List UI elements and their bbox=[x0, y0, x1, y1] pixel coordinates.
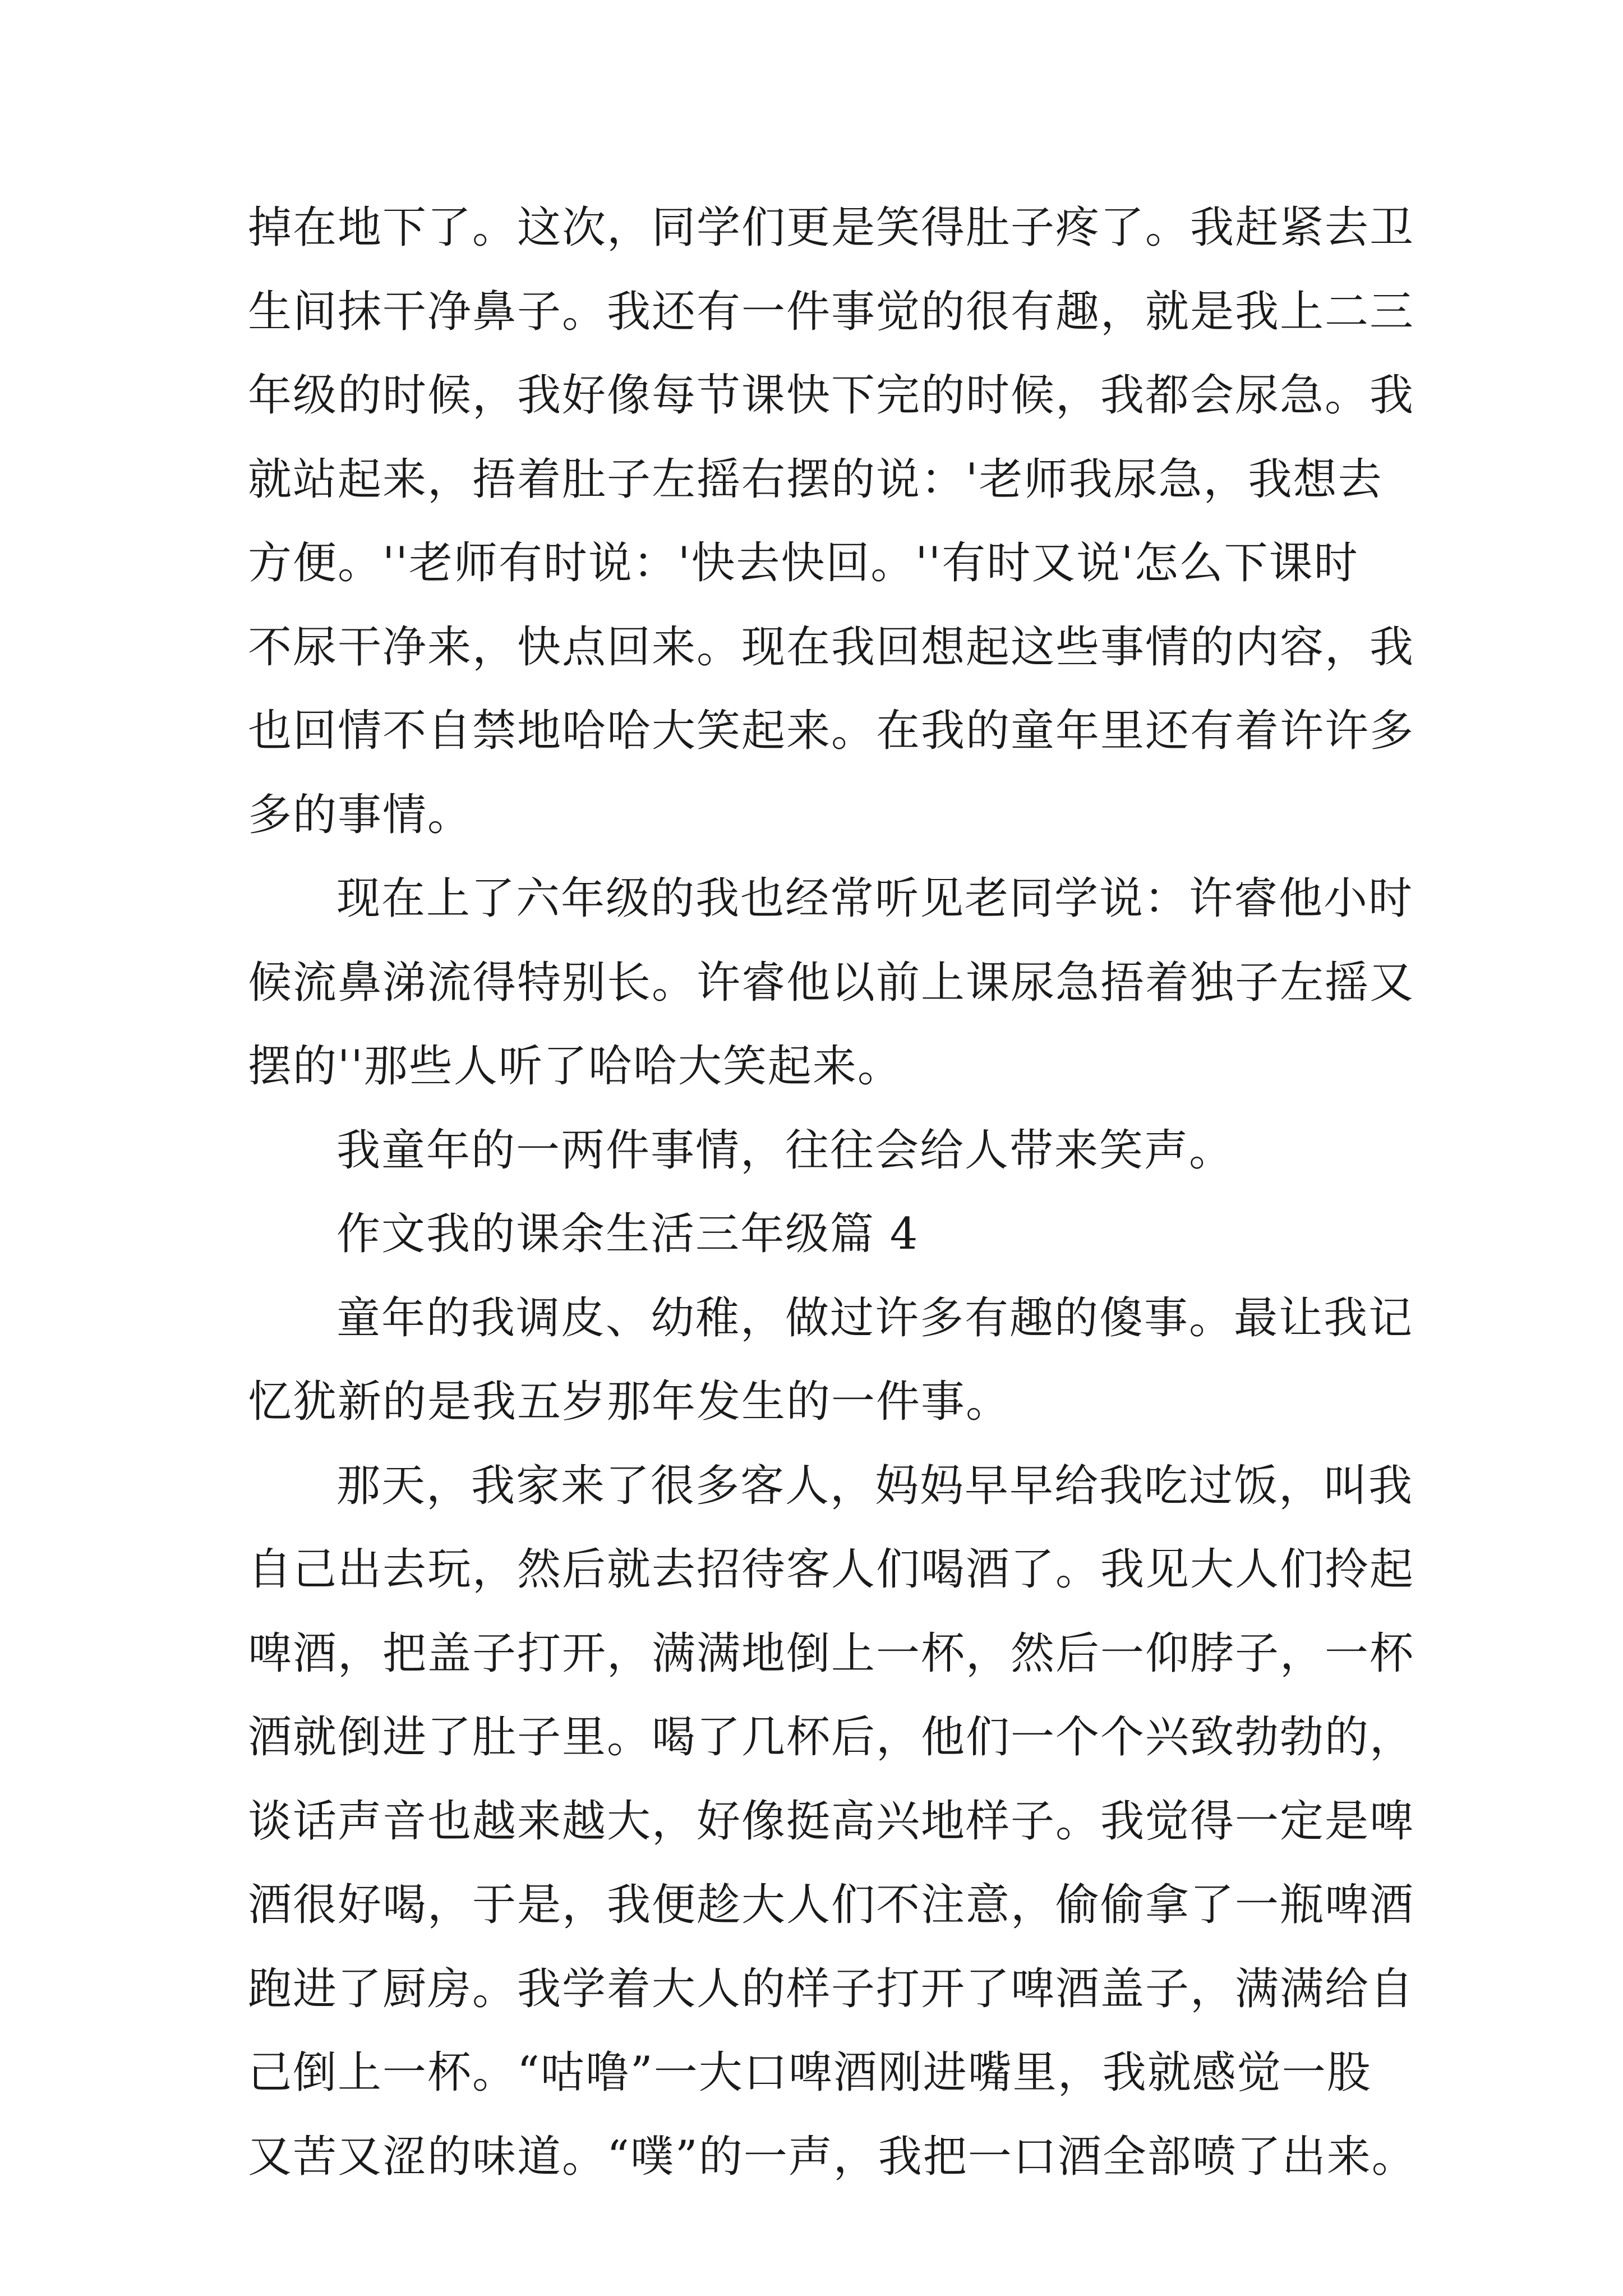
text-line: 也回情不自禁地哈哈大笑起来。在我的童年里还有着许许多 bbox=[248, 706, 1415, 756]
text-line: 童年的我调皮、幼稚，做过许多有趣的傻事。最让我记 bbox=[336, 1292, 1414, 1343]
text-line: 生间抹干净鼻子。我还有一件事觉的很有趣，就是我上二三 bbox=[248, 286, 1415, 337]
document-body bbox=[248, 186, 1417, 2199]
text-line: 就站起来，捂着肚子左摇右摆的说：'老师我尿急，我想去 bbox=[248, 454, 1383, 505]
text-line: 酒很好喝，于是，我便趁大人们不注意，偷偷拿了一瓶啤酒 bbox=[248, 1880, 1415, 1930]
text-line: 己倒上一杯。“咕噜”一大口啤酒刚进嘴里，我就感觉一股 bbox=[248, 2047, 1372, 2098]
text-line: 自己出去玩，然后就去招待客人们喝酒了。我见大人们拎起 bbox=[248, 1544, 1415, 1595]
text-line: 谈话声音也越来越大，好像挺高兴地样子。我觉得一定是啤 bbox=[248, 1796, 1415, 1847]
text-line: 方便。''老师有时说：'快去快回。''有时又说'怎么下课时 bbox=[248, 538, 1359, 588]
text-line: 多的事情。 bbox=[248, 789, 473, 840]
text-line: 我童年的一两件事情，往往会给人带来笑声。 bbox=[336, 1125, 1234, 1176]
text-line: 又苦又涩的味道。“噗”的一声，我把一口酒全部喷了出来。 bbox=[248, 2131, 1417, 2182]
text-line: 作文我的课余生活三年级篇 4 bbox=[336, 1209, 919, 1259]
text-line: 酒就倒进了肚子里。喝了几杯后，他们一个个兴致勃勃的， bbox=[248, 1712, 1415, 1763]
text-line: 忆犹新的是我五岁那年发生的一件事。 bbox=[248, 1377, 1011, 1427]
text-line: 跑进了厨房。我学着大人的样子打开了啤酒盖子，满满给自 bbox=[248, 1963, 1415, 2014]
text-line: 那天，我家来了很多客人，妈妈早早给我吃过饭，叫我 bbox=[336, 1460, 1414, 1511]
text-line: 候流鼻涕流得特别长。许睿他以前上课尿急捂着独子左摇又 bbox=[248, 957, 1415, 1008]
text-line: 现在上了六年级的我也经常听见老同学说：许睿他小时 bbox=[336, 873, 1414, 924]
text-line: 掉在地下了。这次，同学们更是笑得肚子疼了。我赶紧去卫 bbox=[248, 203, 1415, 253]
text-line: 摆的''那些人听了哈哈大笑起来。 bbox=[248, 1041, 902, 1092]
text-line: 啤酒，把盖子打开，满满地倒上一杯，然后一仰脖子，一杯 bbox=[248, 1628, 1415, 1679]
text-line: 不尿干净来，快点回来。现在我回想起这些事情的内容，我 bbox=[248, 622, 1415, 673]
text-line: 年级的时候，我好像每节课快下完的时候，我都会尿急。我 bbox=[248, 370, 1415, 421]
